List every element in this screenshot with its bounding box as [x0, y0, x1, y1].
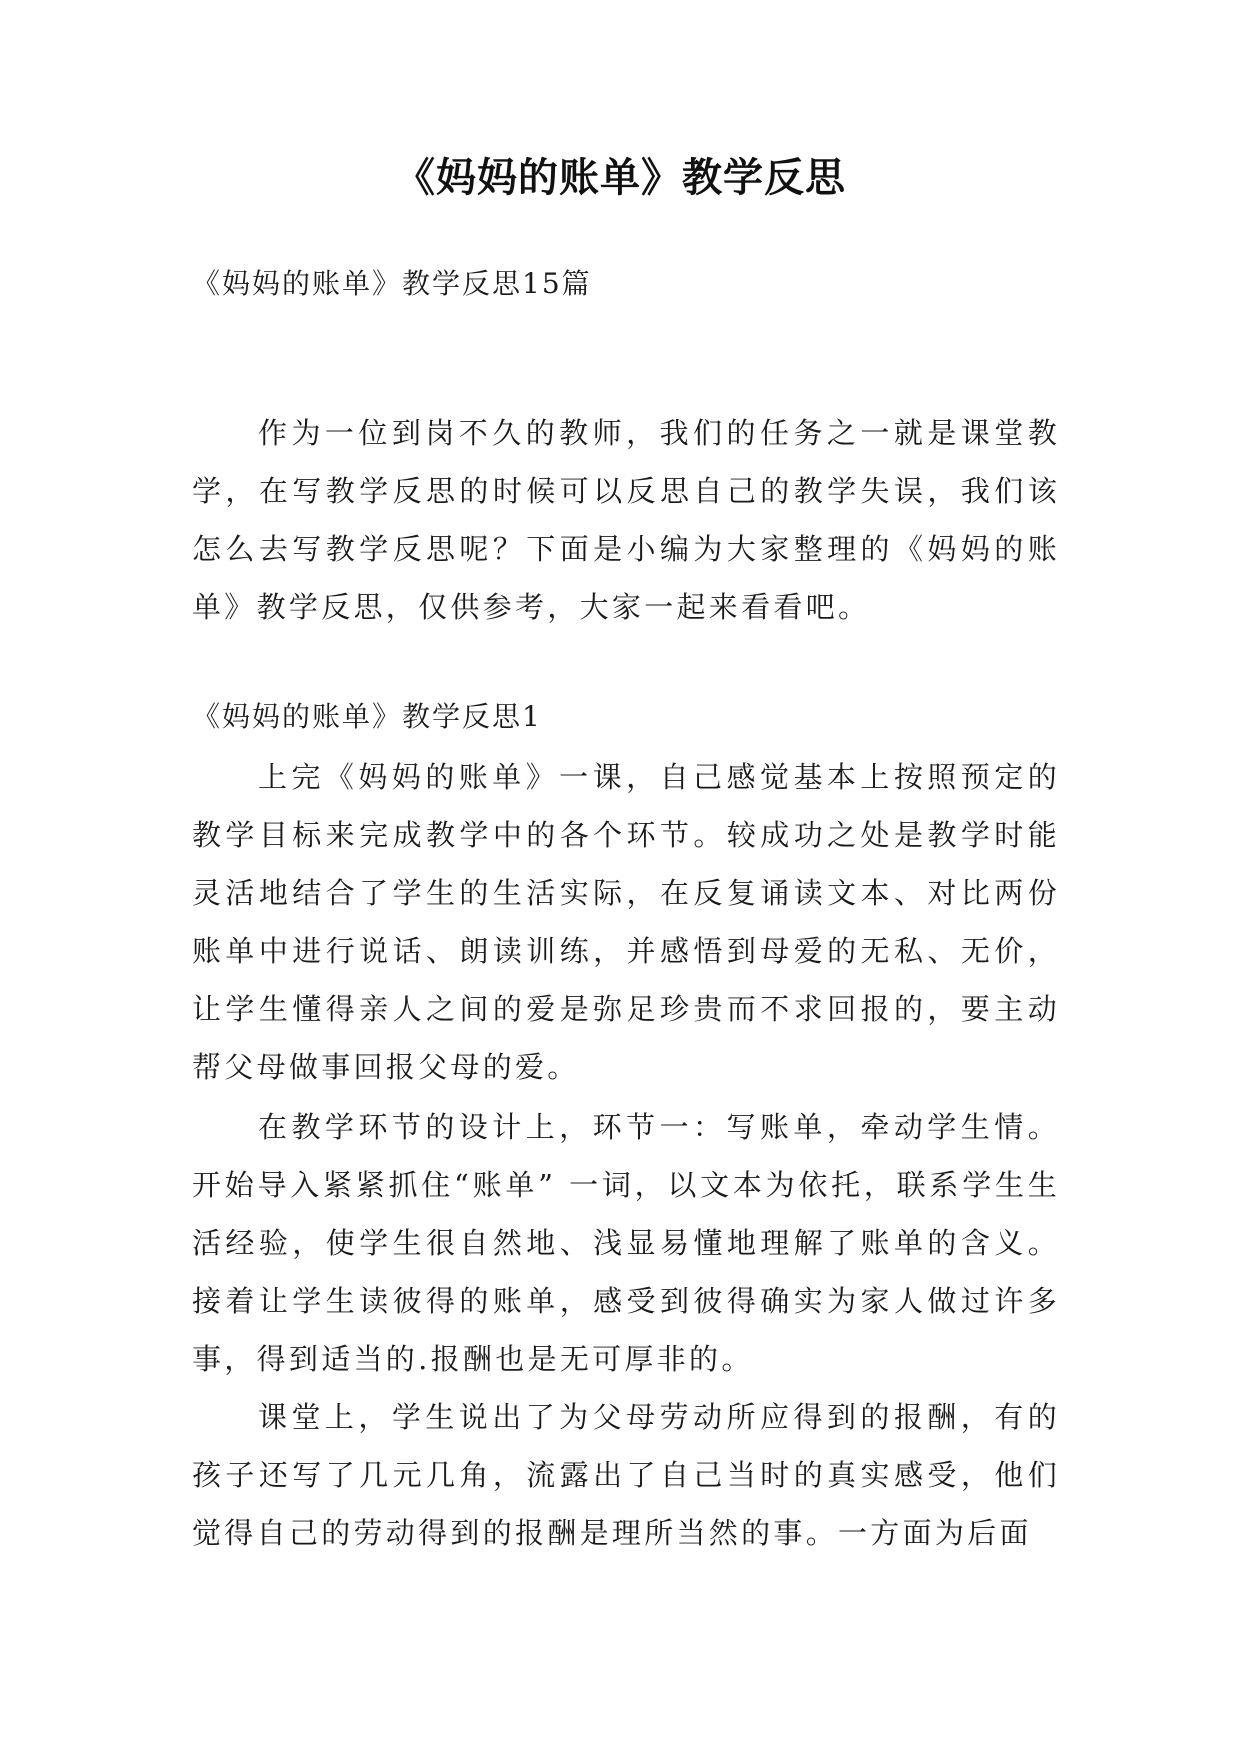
document-subtitle: 《妈妈的账单》教学反思15篇 — [192, 267, 592, 300]
body-paragraph-1: 上完《妈妈的账单》一课，自己感觉基本上按照预定的教学目标来完成教学中的各个环节。较成功之处是教学时能灵活地结合了学生的生活实际，在反复诵读文本、对比两份账单中进行说话、朗读训练，并感悟到母爱的无私、无价，让学生懂得亲人之间的爱是弥足珍贵而不求回报的，要主动帮父母做事回报父母的爱。 — [192, 760, 1060, 1084]
body-paragraph-2: 在教学环节的设计上，环节一：写账单，牵动学生情。开始导入紧紧抓住“账单” 一词，以文本为依托，联系学生生活经验，使学生很自然地、浅显易懂地理解了账单的含义。接着让学生读彼得的账单，感受到彼得确实为家人做过许多事，得到适当的.报酬也是无可厚非的。 — [192, 1110, 1060, 1376]
section-heading: 《妈妈的账单》教学反思1 — [192, 700, 542, 733]
document-title: 《妈妈的账单》教学反思 — [395, 155, 846, 201]
body-paragraph-3: 课堂上，学生说出了为父母劳动所应得到的报酬，有的孩子还写了几元几角，流露出了自己当时的真实感受，他们觉得自己的劳动得到的报酬是理所当然的事。一方面为后面 — [192, 1400, 1060, 1550]
intro-paragraph: 作为一位到岗不久的教师，我们的任务之一就是课堂教学，在写教学反思的时候可以反思自己的教学失误，我们该怎么去写教学反思呢？下面是小编为大家整理的《妈妈的账单》教学反思，仅供参考，大家一起来看看吧。 — [192, 416, 1060, 624]
